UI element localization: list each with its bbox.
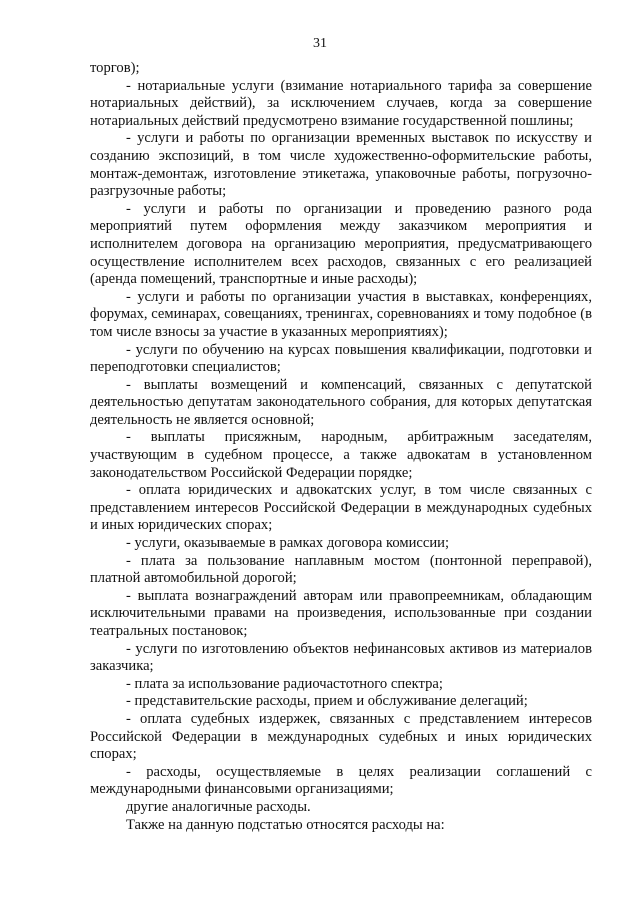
list-item-exhibition-works: - услуги и работы по организации временных выставок по искусству и созданию экспозиций, в том числе художественно-оформительские работы, монтаж-демонтаж, изготовление этикетажа, упаковочные работы, погрузочно-разгрузочные работы; bbox=[90, 130, 592, 200]
list-item-customer-materials: - услуги по изготовлению объектов нефинансовых активов из материалов заказчика; bbox=[90, 640, 592, 675]
page-number: 31 bbox=[313, 36, 327, 51]
list-item-radio-spectrum: - плата за использование радиочастотного спектра; bbox=[126, 675, 443, 692]
closing-paragraph: Также на данную подстатью относятся расходы на: bbox=[126, 816, 445, 833]
list-item-commission-services: - услуги, оказываемые в рамках договора комиссии; bbox=[126, 535, 450, 552]
paragraph-continuation: торгов); bbox=[90, 60, 140, 76]
list-item-legal-services: - оплата юридических и адвокатских услуг, в том числе связанных с представлением интересов Российской Федерации в международных судебных и иных юридических спорах; bbox=[90, 482, 592, 534]
list-item-deputy-compensation: - выплаты возмещений и компенсаций, связанных с депутатской деятельностью депутатам законодательного собрания, для которых депутатская деятельность не является основной; bbox=[90, 376, 592, 428]
list-item-other-expenses: другие аналогичные расходы. bbox=[126, 798, 311, 815]
list-item-event-organization: - услуги и работы по организации и проведению разного рода мероприятий путем оформления между заказчиком мероприятия и исполнителем договора на организацию мероприятия, предусматривающего осуществление исполнителем всех расходов, связанных с его реализацией (аренда помещений, транспортные и иные расходы); bbox=[90, 200, 592, 288]
list-item-conference-participation: - услуги и работы по организации участия в выставках, конференциях, форумах, семинарах, совещаниях, тренингах, соревнованиях и тому подобное (в том числе взносы за участие в указанных мероприятиях); bbox=[90, 288, 592, 340]
list-item-financial-agreements: - расходы, осуществляемые в целях реализации соглашений с международными финансовыми организациями; bbox=[90, 763, 592, 798]
list-item-notary-services: - нотариальные услуги (взимание нотариального тарифа за совершение нотариальных действий), за исключением случаев, когда за совершение нотариальных действий предусмотрено взимание государственной пошлины; bbox=[90, 77, 592, 129]
list-item-representation-expenses: - представительские расходы, прием и обслуживание делегаций; bbox=[126, 693, 528, 710]
list-item-assessor-payments: - выплаты присяжным, народным, арбитражным заседателям, участвующим в судебном процессе, а также адвокатам в установленном законодательством Российской Федерации порядке; bbox=[90, 429, 592, 481]
list-item-court-costs: - оплата судебных издержек, связанных с представлением интересов Российской Федерации в международных судебных и иных юридических спорах; bbox=[90, 710, 592, 763]
list-item-author-royalties: - выплата вознаграждений авторам или правопреемникам, обладающим исключительными правами на произведения, использованные при создании театральных постановок; bbox=[90, 587, 592, 639]
document-body bbox=[90, 60, 592, 834]
list-item-training-courses: - услуги по обучению на курсах повышения квалификации, подготовки и переподготовки специалистов; bbox=[90, 341, 592, 376]
list-item-bridge-road-fees: - плата за пользование наплавным мостом (понтонной переправой), платной автомобильной дорогой; bbox=[90, 552, 592, 587]
